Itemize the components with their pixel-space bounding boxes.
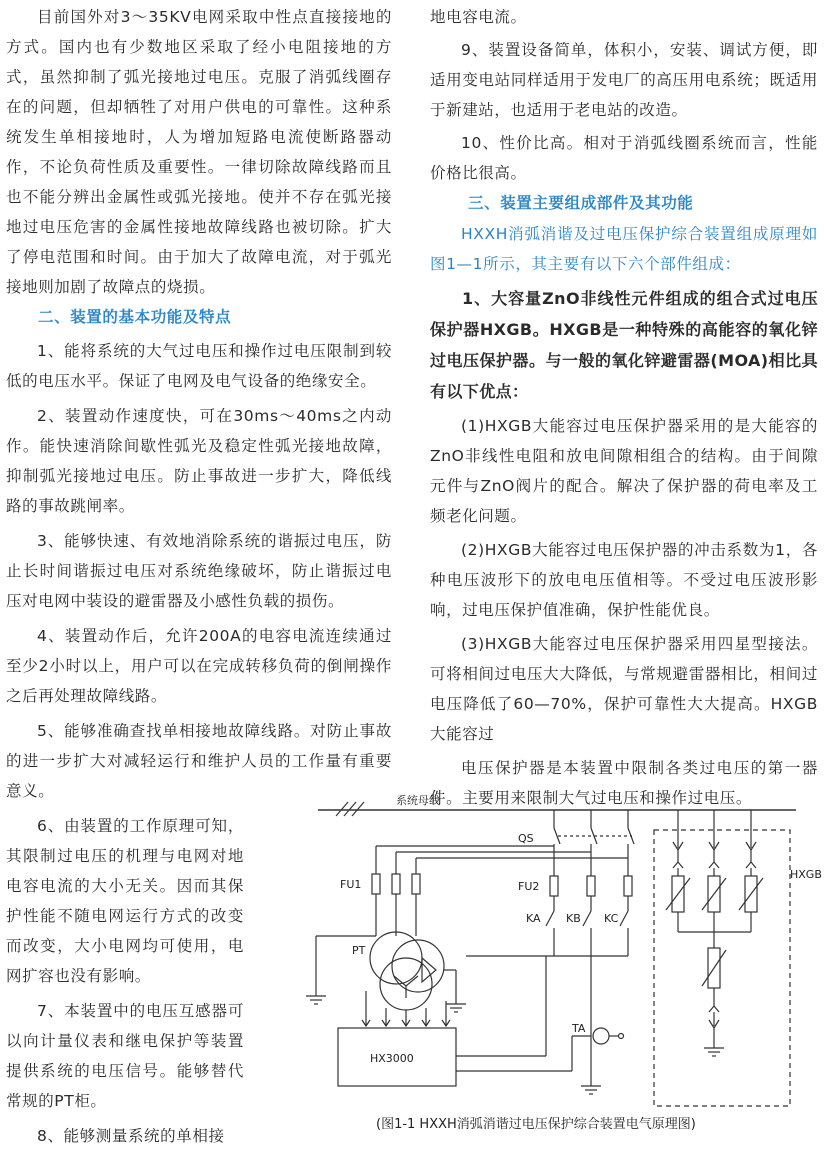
- feature-7: 7、本装置中的电压互感器可以向计量仪表和继电保护等装置提供系统的电压信号。能够替代常规的PT柜。: [6, 1002, 244, 1110]
- continued-text: 地电容电流。: [430, 8, 527, 26]
- diagram-caption: (图1-1 HXXH消弧消谐过电压保护综合装置电气原理图): [376, 1117, 696, 1132]
- qs-label: QS: [518, 832, 534, 845]
- feature-6: 6、由装置的工作原理可知，其限制过电压的机理与电网对地电容电流的大小无关。因而其保护性能不随电网运行方式的改变而改变，大小电网均可使用，电网扩容也没有影响。: [6, 817, 244, 985]
- feature-5: 5、能够准确查找单相接地故障线路。对防止事故的进一步扩大对减轻运行和维护人员的工作量有重要意义。: [6, 722, 392, 800]
- ka-label: KA: [526, 912, 541, 925]
- kc-label: KC: [604, 912, 619, 925]
- advantage-3: (3)HXGB大能容过电压保护器采用四星型接法。可将相间过电压大大降低，与常规避雷器相比，相间过电压降低了60—70%，保护可靠性大大提高。HXGB大能容过: [430, 635, 818, 743]
- feature-8: 8、能够测量系统的单相接: [37, 1127, 225, 1145]
- feature-4: 4、装置动作后，允许200A的电容电流连续通过至少2小时以上，用户可以在完成转移负荷的倒闸操作之后再处理故障线路。: [6, 627, 392, 705]
- bus-label: 系统母线: [396, 794, 440, 807]
- advantage-4: 电压保护器是本装置中限制各类过电压的第一器件。主要用来限制大气过电压和操作过电压。: [430, 759, 818, 807]
- fu1-label: FU1: [340, 878, 362, 891]
- hxgb-enclosure: [654, 830, 790, 1106]
- feature-2: 2、装置动作速度快，可在30ms～40ms之内动作。能快速消除间歇性弧光及稳定性弧光接地故障，抑制弧光接地过电压。防止事故进一步扩大，降低线路的事故跳闸率。: [6, 407, 392, 515]
- fu2-label: FU2: [518, 880, 540, 893]
- hx3000-label: HX3000: [370, 1052, 414, 1065]
- pt-label: PT: [352, 944, 366, 957]
- feature-3: 3、能够快速、有效地消除系统的谐振过电压，防止长时间谐振过电压对系统绝缘破坏，防止谐振过电压对电网中装设的避雷器及小感性负载的损伤。: [6, 532, 392, 610]
- hxgb-label: HXGB: [790, 868, 822, 881]
- composition-intro: HXXH消弧消谐及过电压保护综合装置组成原理如图1—1所示，其主要有以下六个部件组成：: [430, 225, 818, 273]
- component-1-heading: 1、大容量ZnO非线性元件组成的组合式过电压保护器HXGB。HXGB是一种特殊的高能容的氧化锌过电压保护器。与一般的氧化锌避雷器(MOA)相比具有以下优点：: [430, 289, 818, 401]
- paragraph-intro: 目前国外对3～35KV电网采取中性点直接接地的方式。国内也有少数地区采取了经小电阻接地的方式，虽然抑制了弧光接地过电压。克服了消弧线圈存在的问题，但却牺牲了对用户供电的可靠性。这种系统发生单相接地时，人为增加短路电流使断路器动作，不论负荷性质及重要性。一律切除故障线路而且也不能分辨出金属性或弧光接地。使并不存在弧光接地过电压危害的金属性接地故障线路也被切除。扩大了停电范围和时间。由于加大了故障电流，对于弧光接地则加剧了故障点的烧损。: [6, 8, 392, 296]
- ta-current-transformer: [593, 1028, 609, 1044]
- advantage-2: (2)HXGB大能容过电压保护器的冲击系数为1，各种电压波形下的放电电压值相等。不受过电压波形影响，过电压保护值准确，保护性能优良。: [430, 541, 818, 619]
- feature-9: 9、装置设备简单，体积小，安装、调试方便，即适用变电站同样适用于发电厂的高压用电系统；既适用于新建站，也适用于老电站的改造。: [430, 41, 818, 119]
- heading-section-3: 三、装置主要组成部件及其功能: [468, 194, 694, 212]
- pt-transformer-coil-3: [380, 958, 432, 1010]
- right-column: [430, 0, 818, 813]
- heading-section-2: 二、装置的基本功能及特点: [38, 308, 232, 326]
- feature-1: 1、能将系统的大气过电压和操作过电压限制到较低的电压水平。保证了电网及电气设备的绝缘安全。: [6, 342, 392, 390]
- advantage-1: (1)HXGB大能容过电压保护器采用的是大能容的ZnO非线性电阻和放电间隙相组合的结构。由于间隙元件与ZnO阀片的配合。解决了保护器的荷电率及工频老化问题。: [430, 417, 818, 525]
- pt-transformer-coil-2: [392, 940, 444, 992]
- ta-label: TA: [572, 1022, 586, 1035]
- feature-10: 10、性价比高。相对于消弧线圈系统而言，性能价格比很高。: [430, 134, 818, 182]
- circuit-diagram: [296, 786, 824, 1136]
- kb-label: KB: [566, 912, 581, 925]
